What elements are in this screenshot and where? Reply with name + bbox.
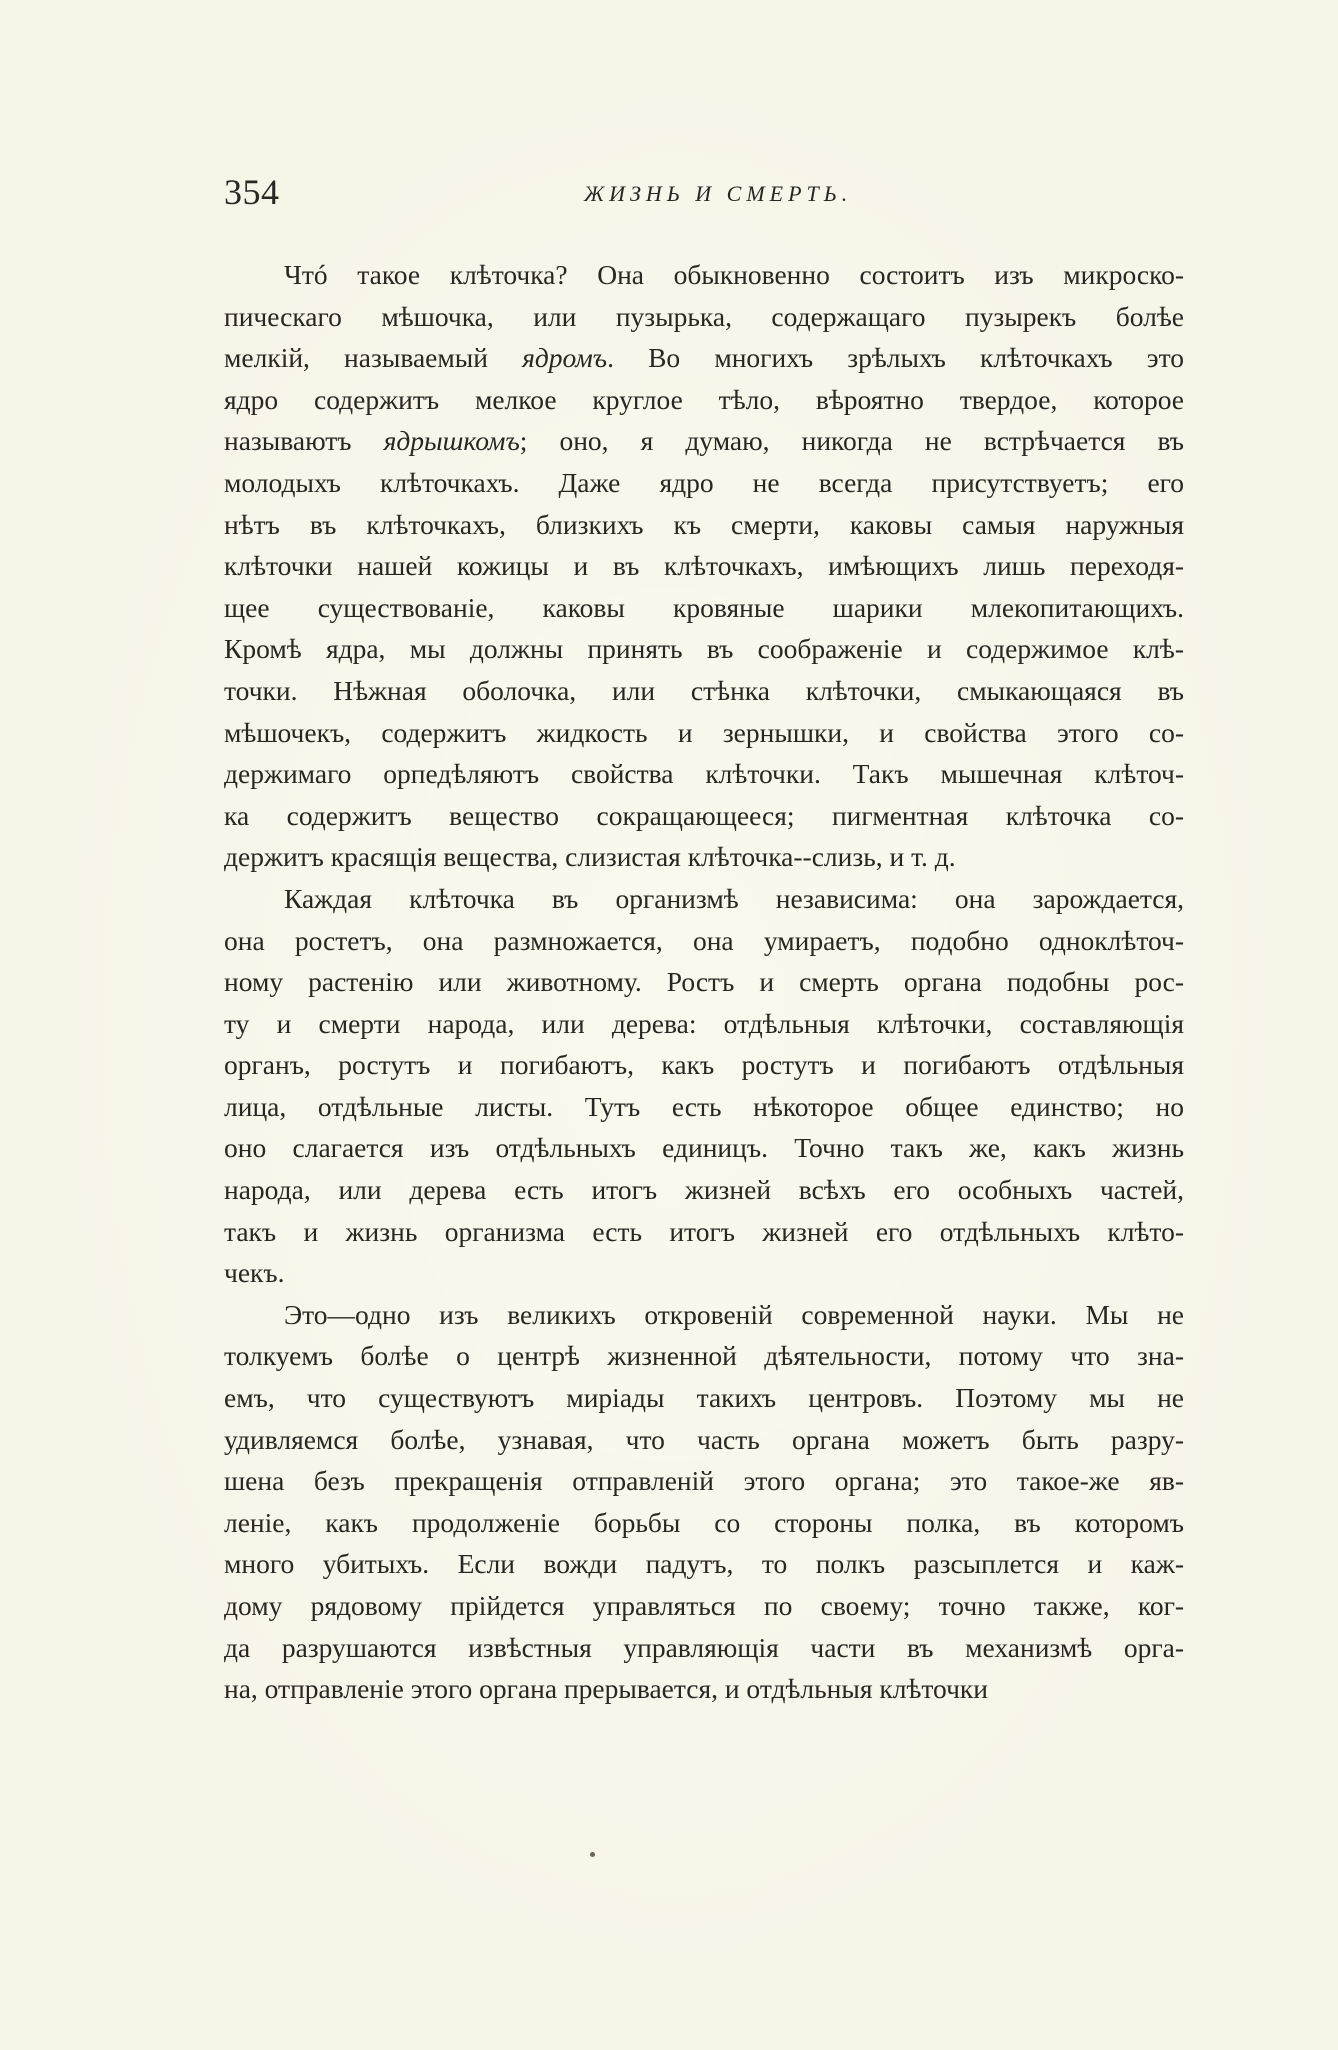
text-line: дому рядовому прійдется управляться по своему; точно также, ког- [224,1590,1184,1621]
italic-term: ядрышкомъ [383,425,520,457]
text-line: ному растенію или животному. Ростъ и смерть органа подобны рос- [224,966,1184,998]
text-segment: мелкій, называемый [224,342,523,374]
text-line: органъ, ростутъ и погибаютъ, какъ ростутъ и погибаютъ отдѣльныя [224,1049,1184,1081]
paragraph [224,1294,1184,1710]
text-line: мѣшочекъ, содержитъ жидкость и зернышки, и свойства этого со- [224,716,1184,748]
paragraph [224,254,1184,878]
text-line: точки. Нѣжная оболочка, или стѣнка клѣточки, смыкающаяся въ [224,674,1184,706]
paper-speck [590,1852,595,1857]
text-line: молодыхъ клѣточкахъ. Даже ядро не всегда присутствуетъ; его [224,466,1184,498]
text-line: удивляемся болѣе, узнавая, что часть органа можетъ быть разру- [224,1423,1184,1455]
text-line: емъ, что существуютъ миріады такихъ центровъ. Поэтому мы не [224,1382,1184,1414]
text-line [224,420,1184,462]
text-line: Это—одно изъ великихъ откровеній современной науки. Мы не [284,1298,1184,1330]
text-line: оно слагается изъ отдѣльныхъ единицъ. Точно такъ же, какъ жизнь [224,1132,1184,1164]
text-line: на, отправленіе этого органа прерывается, и отдѣльныя клѣточки [224,1673,988,1705]
text-line: держитъ красящія вещества, слизистая клѣточка--слизь, и т. д. [224,841,956,873]
text-line [224,337,1184,379]
text-line: она ростетъ, она размножается, она умираетъ, подобно одноклѣточ- [224,924,1184,956]
text-line: пическаго мѣшочка, или пузырька, содержащаго пузырекъ болѣе [224,300,1184,332]
text-line: ту и смерти народа, или дерева: отдѣльныя клѣточки, составляющія [224,1007,1184,1039]
text-line: держимаго орпедѣляютъ свойства клѣточки. Такъ мышечная клѣточ- [224,758,1184,790]
text-line: шена безъ прекращенія отправленій этого органа; это такое-же яв- [224,1465,1184,1497]
text-line: Чтó такое клѣточка? Она обыкновенно состоитъ изъ микроско- [284,259,1184,290]
text-line: щее существованіе, каковы кровяные шарики млекопитающихъ. [224,591,1184,623]
text-line: да разрушаются извѣстныя управляющія части въ механизмѣ орга- [224,1631,1184,1663]
text-line: такъ и жизнь организма есть итогъ жизней его отдѣльныхъ клѣто- [224,1215,1184,1247]
text-line: ядро содержитъ мелкое круглое тѣло, вѣроятно твердое, которое [224,383,1184,415]
text-segment: . Во многихъ зрѣлыхъ клѣточкахъ это [607,342,1184,374]
text-segment: ; оно, я думаю, никогда не встрѣчается въ [519,425,1184,457]
text-line: ка содержитъ вещество сокращающееся; пигментная клѣточка со- [224,799,1184,831]
text-line: нѣтъ въ клѣточкахъ, близкихъ къ смерти, каковы самыя наружныя [224,508,1184,540]
text-line: леніе, какъ продолженіе борьбы со стороны полка, въ которомъ [224,1506,1184,1538]
text-line: клѣточки нашей кожицы и въ клѣточкахъ, имѣющихъ лишь переходя- [224,550,1184,582]
text-line: чекъ. [224,1257,285,1289]
text-line: народа, или дерева есть итогъ жизней всѣхъ его особныхъ частей, [224,1174,1184,1206]
text-line: лица, отдѣльные листы. Тутъ есть нѣкоторое общее единство; но [224,1090,1184,1122]
text-line: Кромѣ ядра, мы должны принять въ соображеніе и содержимое клѣ- [224,633,1184,665]
text-line: много убитыхъ. Если вожди падутъ, то полкъ разсыплется и каж- [224,1548,1184,1580]
italic-term: ядромъ [522,342,608,374]
page-number: 354 [224,172,280,212]
paragraph [224,878,1184,1294]
text-line: Каждая клѣточка въ организмѣ независима: она зарождается, [284,882,1184,914]
running-head [224,170,864,214]
running-title: ЖИЗНЬ И СМЕРТЬ. [584,181,853,206]
body-text [224,254,1184,1710]
text-line: толкуемъ болѣе о центрѣ жизненной дѣятельности, потому что зна- [224,1340,1184,1372]
text-segment: называютъ [224,425,384,457]
